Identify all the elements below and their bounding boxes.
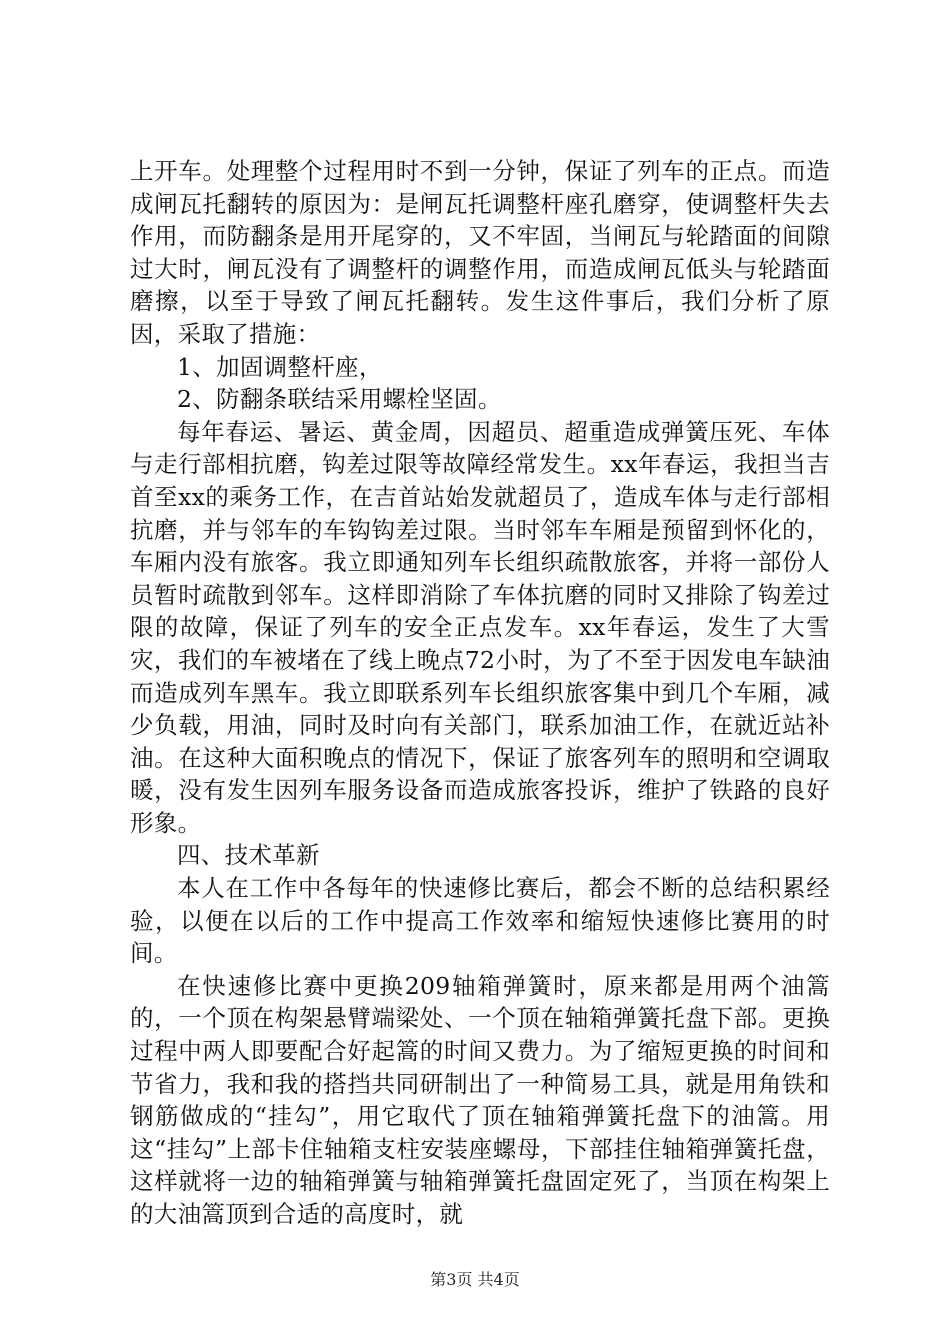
measure-item-1: 1、加固调整杆座， [177,352,383,381]
section-heading-innovation: 四、技术革新 [177,841,320,870]
measure-item-2: 2、防翻条联结采用螺栓坚固。 [177,385,502,414]
document-body [130,155,830,1231]
paragraph-experience: 本人在工作中各每年的快速修比赛后，都会不断的总结积累经验，以便在以后的工作中提高工作效率和缩短快速修比赛用的时间。 [130,874,830,968]
page-number-footer: 第3页 共4页 [430,1270,520,1289]
paragraph-spring-rescue: 每年春运、暑运、黄金周，因超员、超重造成弹簧压死、车体与走行部相抗磨，钩差过限等故障经常发生。xx年春运，我担当吉首至xx的乘务工作，在吉首站始发就超员了，造成车体与走行部相抗磨，并与邻车的车钩钩差过限。当时邻车车厢是预留到怀化的，车厢内没有旅客。我立即通知列车长组织疏散旅客，并将一部份人员暂时疏散到邻车。这样即消除了车体抗磨的同时又排除了钩差过限的故障，保证了列车的安全正点发车。xx年春运，发生了大雪灾，我们的车被堵在了线上晚点72小时，为了不至于因发电车缺油而造成列车黑车。我立即联系列车长组织旅客集中到几个车厢，减少负载，用油，同时及时向有关部门，联系加油工作，在就近站补油。在这种大面积晚点的情况下，保证了旅客列车的照明和空调取暖，没有发生因列车服务设备而造成旅客投诉，维护了铁路的良好形象。 [130,417,830,837]
paragraph-brake-shoe-cause: 上开车。处理整个过程用时不到一分钟，保证了列车的正点。而造成闸瓦托翻转的原因为：是闸瓦托调整杆座孔磨穿，使调整杆失去作用，而防翻条是用开尾穿的，又不牢固，当闸瓦与轮踏面的间隙过大时，闸瓦没有了调整杆的调整作用，而造成闸瓦低头与轮踏面磨擦，以至于导致了闸瓦托翻转。发生这件事后，我们分析了原因，采取了措施： [130,157,830,348]
paragraph-hook-tool: 在快速修比赛中更换209轴箱弹簧时，原来都是用两个油篙的，一个顶在构架悬臂端梁处、一个顶在轴箱弹簧托盘下部。更换过程中两人即要配合好起篙的时间又费力。为了缩短更换的时间和节省力，我和我的搭挡共同研制出了一种简易工具，就是用角铁和钢筋做成的“挂勾”，用它取代了顶在轴箱弹簧托盘下的油篙。用这“挂勾”上部卡住轴箱支柱安装座螺母，下部挂住轴箱弹簧托盘，这样就将一边的轴箱弹簧与轴箱弹簧托盘固定死了，当顶在构架上的大油篙顶到合适的高度时，就 [130,971,830,1228]
